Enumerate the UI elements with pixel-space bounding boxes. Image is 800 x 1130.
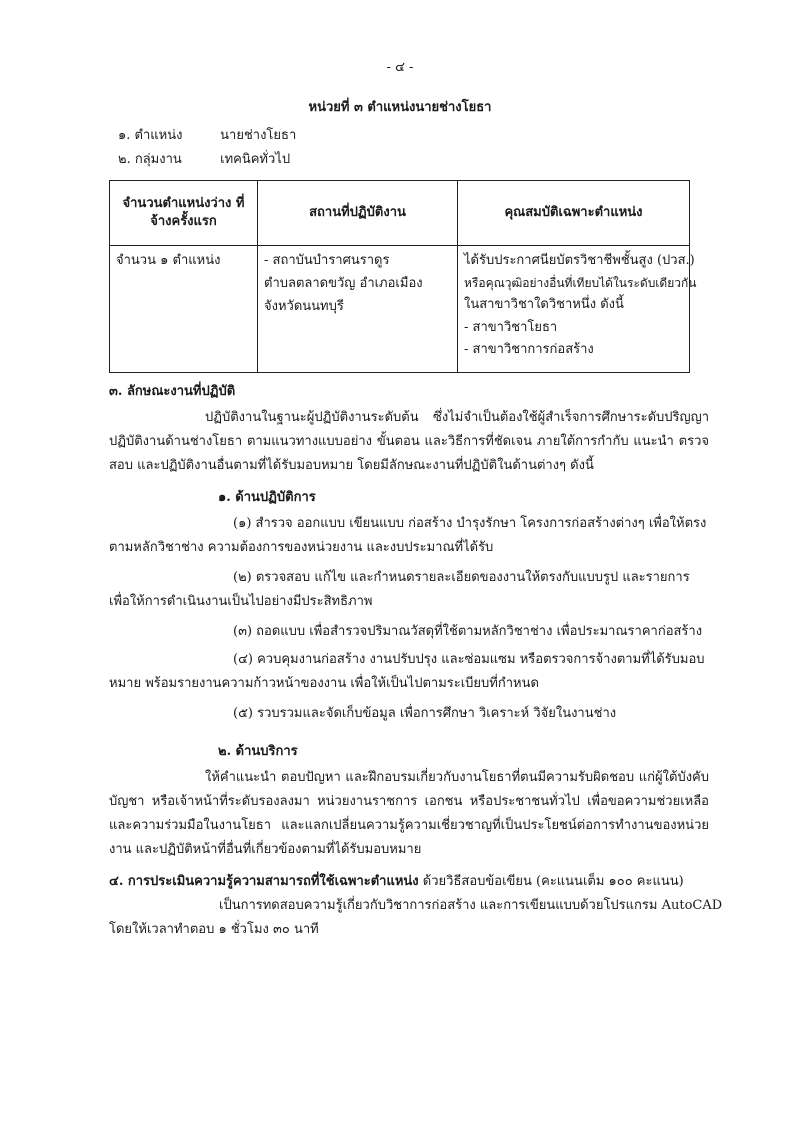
- sub1-item-1-text: (๑) สำรวจ ออกแบบ เขียนแบบ ก่อสร้าง บำรุงรักษา โครงการก่อสร้างต่างๆ เพื่อให้ตรงตามหลักวิชาช่าง ความต้องการของหน่วยงาน และงบประมาณที่ได้รับ: [109, 516, 707, 556]
- section3-intro: [109, 406, 709, 478]
- sub1-item-4: [109, 648, 709, 696]
- position-label: ๑. ตำแหน่ง: [118, 128, 183, 143]
- header-qualification: คุณสมบัติเฉพาะตำแหน่ง: [458, 181, 690, 246]
- sub1-item-1: [109, 512, 709, 560]
- sub1-item-2-text: (๒) ตรวจสอบ แก้ไข และกำหนดรายละเอียดของงานให้ตรงกับแบบรูป และรายการ เพื่อให้การดำเนินงานเป็นไปอย่างมีประสิทธิภาพ: [109, 570, 690, 610]
- cell-qualification: [458, 246, 697, 373]
- section3-sub2-title: ๒. ด้านบริการ: [218, 744, 298, 759]
- group-row: [118, 150, 290, 170]
- sub1-item-5: [109, 702, 709, 726]
- section3-sub2: [109, 766, 709, 862]
- section4-title: ๔. การประเมินความรู้ความสามารถที่ใช้เฉพาะตำแหน่ง: [109, 874, 419, 889]
- group-value: เทคนิคทั่วไป: [220, 152, 291, 167]
- position-value: นายช่างโยธา: [220, 128, 297, 143]
- unit-title: หน่วยที่ ๓ ตำแหน่งนายช่างโยธา: [308, 100, 492, 115]
- sub1-item-3-text: (๓) ถอดแบบ เพื่อสำรวจปริมาณวัสดุที่ใช้ตามหลักวิชาช่าง เพื่อประมาณราคาก่อสร้าง: [233, 624, 703, 639]
- sub1-item-4-text: (๔) ควบคุมงานก่อสร้าง งานปรับปรุง และซ่อมแซม หรือตรวจการจ้างตามที่ได้รับมอบหมาย พร้อมรายงานความก้าวหน้าของงาน เพื่อให้เป็นไปตามระเบียบที่กำหนด: [109, 652, 705, 692]
- section4-title-suffix: ด้วยวิธีสอบข้อเขียน (คะแนนเต็ม ๑๐๐ คะแนน): [422, 874, 684, 889]
- location-line: จังหวัดนนทบุรี: [264, 298, 344, 314]
- header-location: สถานที่ปฏิบัติงาน: [258, 181, 458, 246]
- sub1-item-3: [109, 620, 709, 644]
- sub1-item-5-text: (๕) รวบรวมและจัดเก็บข้อมูล เพื่อการศึกษา วิเคราะห์ วิจัยในงานช่าง: [233, 706, 617, 721]
- sub1-item-2: [109, 566, 709, 614]
- qualification-line: - สาขาวิชาโยธา: [464, 319, 558, 335]
- cell-location: [258, 246, 458, 373]
- section3-title: ๓. ลักษณะงานที่ปฏิบัติ: [109, 384, 236, 399]
- qualification-line: ในสาขาวิชาใดวิชาหนึ่ง ดังนี้: [464, 296, 624, 312]
- qualification-line: หรือคุณวุฒิอย่างอื่นที่เทียบได้ในระดับเดียวกัน: [464, 275, 697, 290]
- section3-sub2-text: ให้คำแนะนำ ตอบปัญหา และฝึกอบรมเกี่ยวกับงานโยธาที่ตนมีความรับผิดชอบ แก่ผู้ใต้บังคับบัญชา หรือเจ้าหน้าที่ระดับรองลงมา หน่วยงานราชการ เอกชน หรือประชาชนทั่วไป เพื่อขอความช่วยเหลือ และความร่วมมือในงานโยธา และแลกเปลี่ยนความรู้ความเชี่ยวชาญที่เป็นประโยชน์ต่อการทำงานของหน่วยงาน และปฏิบัติหน้าที่อื่นที่เกี่ยวข้องตามที่ได้รับมอบหมาย: [109, 770, 709, 858]
- table-row: [110, 246, 690, 373]
- position-row: [118, 126, 296, 146]
- header-vacancy: จำนวนตำแหน่งว่าง ที่จ้างครั้งแรก: [110, 181, 258, 246]
- location-line: - สถาบันบำราศนราดูร: [264, 253, 390, 268]
- qualification-line: - สาขาวิชาการก่อสร้าง: [464, 342, 594, 358]
- section4-text-line2: โดยให้เวลาทำตอบ ๑ ชั่วโมง ๓๐ นาที: [109, 922, 319, 938]
- section4-text-line1: เป็นการทดสอบความรู้เกี่ยวกับวิชาการก่อสร้าง และการเขียนแบบด้วยโปรแกรม AutoCAD: [219, 898, 723, 914]
- table-header-row: [110, 181, 690, 246]
- position-table: [109, 180, 697, 373]
- section3-sub1-title: ๑. ด้านปฏิบัติการ: [218, 490, 316, 505]
- cell-vacancy-count: จำนวน ๑ ตำแหน่ง: [110, 246, 258, 373]
- section3-intro-text: ปฏิบัติงานในฐานะผู้ปฏิบัติงานระดับต้น ซึ่งไม่จำเป็นต้องใช้ผู้สำเร็จการศึกษาระดับปริญญา ปฏิบัติงานด้านช่างโยธา ตามแนวทางแบบอย่าง ขั้นตอน และวิธีการที่ชัดเจน ภายใต้การกำกับ แนะนำ ตรวจสอบ และปฏิบัติงานอื่นตามที่ได้รับมอบหมาย โดยมีลักษณะงานที่ปฏิบัติในด้านต่างๆ ดังนี้: [109, 410, 709, 474]
- location-line: ตำบลตลาดขวัญ อำเภอเมือง: [264, 275, 423, 291]
- group-label: ๒. กลุ่มงาน: [118, 152, 182, 167]
- qualification-line: ได้รับประกาศนียบัตรวิชาชีพชั้นสูง (ปวส.): [464, 253, 695, 268]
- section4: [109, 870, 729, 942]
- page-number: - ๔ -: [386, 60, 414, 75]
